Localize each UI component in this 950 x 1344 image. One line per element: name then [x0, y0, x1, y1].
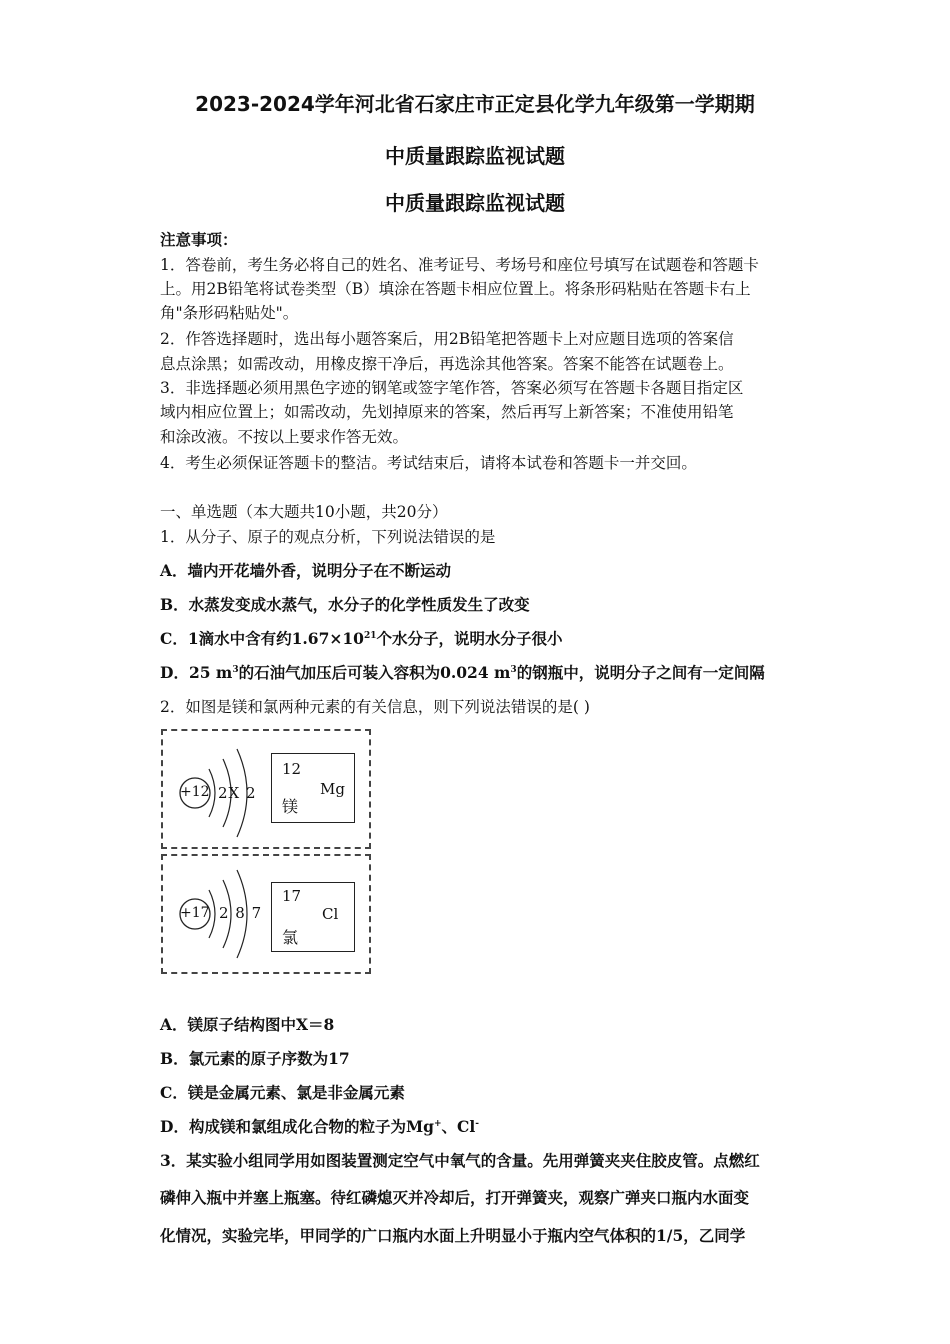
- notice-line: 3．非选择题必须用黑色字迹的钢笔或签字笔作答，答案必须写在答题卡各题目指定区: [160, 379, 744, 397]
- magnesium-name: 镁: [282, 797, 299, 816]
- magnesium-element-card: [271, 753, 355, 823]
- magnesium-electron-shells: 2X 2: [218, 784, 257, 802]
- notice-line: 角"条形码粘贴处"。: [160, 304, 299, 322]
- notice-line: 上。用2B铅笔将试卷类型（B）填涂在答题卡相应位置上。将条形码粘贴在答题卡右上: [160, 280, 751, 298]
- chlorine-atomic-number: 17: [282, 887, 302, 905]
- question-1-option-d: D．25 $m^3$的石油气加压后可装入容积为0.024 $m^3$的钢瓶中，说明分子之间有一定间隔: [160, 663, 765, 682]
- exam-title-line-2: 中质量跟踪监视试题: [385, 144, 565, 168]
- magnesium-symbol: Mg: [320, 780, 345, 798]
- notice-line: 息点涂黑；如需改动，用橡皮擦干净后，再选涂其他答案。答案不能答在试题卷上。: [160, 355, 734, 373]
- question-1-option-b: B．水蒸发变成水蒸气，水分子的化学性质发生了改变: [160, 595, 530, 614]
- question-2-option-c: C．镁是金属元素、氯是非金属元素: [160, 1083, 405, 1102]
- question-2-stem: 2．如图是镁和氯两种元素的有关信息，则下列说法错误的是( ): [160, 698, 590, 716]
- question-3-line: 磷伸入瓶中并塞上瓶塞。待红磷熄灭并冷却后，打开弹簧夹，观察广弹夹口瓶内水面变: [160, 1188, 750, 1207]
- chlorine-name: 氯: [282, 928, 299, 947]
- exam-title-line-1: 2023-2024学年河北省石家庄市正定县化学九年级第一学期期: [195, 92, 755, 116]
- chlorine-symbol: Cl: [322, 905, 339, 923]
- notice-line: 域内相应位置上；如需改动，先划掉原来的答案，然后再写上新答案；不准使用铅笔: [160, 403, 734, 421]
- magnesium-nucleus-charge: +12: [180, 784, 210, 800]
- notice-line: 4．考生必须保证答题卡的整洁。考试结束后，请将本试卷和答题卡一并交回。: [160, 454, 697, 472]
- chlorine-nucleus-charge: +17: [180, 905, 210, 921]
- question-2-option-d: D．构成镁和氯组成化合物的粒子为Mg+、Cl-: [160, 1117, 479, 1136]
- question-1-option-a: A．墙内开花墙外香，说明分子在不断运动: [160, 561, 452, 580]
- notice-line: 1．答卷前，考生务必将自己的姓名、准考证号、考场号和座位号填写在试题卷和答题卡: [160, 256, 759, 274]
- notice-heading: 注意事项：: [160, 230, 238, 249]
- chlorine-figure: [161, 854, 371, 974]
- notice-line: 2．作答选择题时，选出每小题答案后，用2B铅笔把答题卡上对应题目选项的答案信: [160, 330, 734, 348]
- section-heading: 一、单选题（本大题共10小题，共20分）: [160, 503, 448, 521]
- question-2-option-b: B．氯元素的原子序数为17: [160, 1049, 350, 1068]
- question-3-line: 化情况，实验完毕，甲同学的广口瓶内水面上升明显小于瓶内空气体积的1/5，乙同学: [160, 1226, 746, 1245]
- notice-line: 和涂改液。不按以上要求作答无效。: [160, 428, 409, 446]
- exam-title-line-3: 中质量跟踪监视试题: [385, 191, 565, 215]
- question-1-option-c: C．1滴水中含有约$1.67\times 10^{21}$个水分子，说明水分子很小: [160, 629, 563, 648]
- question-2-option-a: A．镁原子结构图中X＝8: [160, 1015, 335, 1034]
- question-3-line: 3．某实验小组同学用如图装置测定空气中氧气的含量。先用弹簧夹夹住胶皮管。点燃红: [160, 1151, 760, 1170]
- question-1-stem: 1．从分子、原子的观点分析，下列说法错误的是: [160, 528, 496, 546]
- magnesium-figure: [161, 729, 371, 849]
- magnesium-atomic-number: 12: [282, 760, 302, 778]
- chlorine-element-card: [271, 882, 355, 952]
- chlorine-electron-shells: 2 8 7: [219, 904, 263, 922]
